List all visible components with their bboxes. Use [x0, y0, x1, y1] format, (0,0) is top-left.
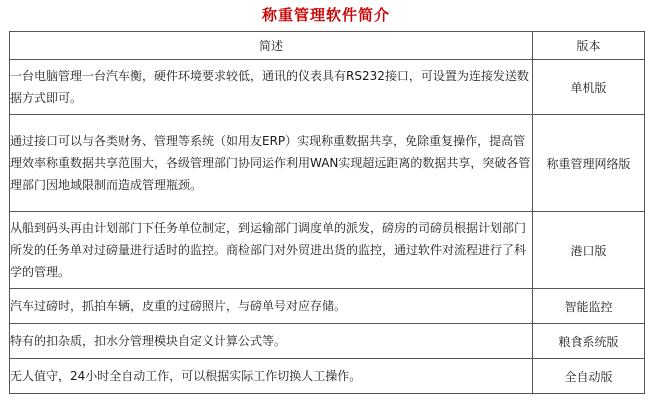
table-header-row [10, 32, 645, 60]
row-version: 港口版 [533, 212, 645, 289]
row-description: 无人值守，24小时全自动工作，可以根据实际工作切换人工操作。 [10, 359, 533, 394]
table-row [10, 115, 645, 212]
row-description: 从船到码头再由计划部门下任务单位制定，到运输部门调度单的派发，磅房的司磅员根据计划部门所发的任务单对过磅量进行适时的监控。商检部门对外贸进出货的监控，通过软件对流程进行了科学的管理。 [10, 212, 533, 289]
header-version: 版本 [533, 32, 645, 60]
row-description: 汽车过磅时，抓拍车辆，皮重的过磅照片，与磅单号对应存储。 [10, 289, 533, 324]
row-version: 智能监控 [533, 289, 645, 324]
row-description: 一台电脑管理一台汽车衡，硬件环境要求较低，通讯的仪表具有RS232接口，可设置为连接发送数据方式即可。 [10, 60, 533, 115]
software-spec-table [9, 31, 645, 394]
header-description: 简述 [10, 32, 533, 60]
table-row [10, 60, 645, 115]
row-version: 粮食系统版 [533, 324, 645, 359]
table-row [10, 212, 645, 289]
row-description: 特有的扣杂质，扣水分管理模块自定义计算公式等。 [10, 324, 533, 359]
document-title: 称重管理软件简介 [261, 6, 390, 24]
table-row [10, 324, 645, 359]
table-row [10, 359, 645, 394]
table-row [10, 289, 645, 324]
row-version: 单机版 [533, 60, 645, 115]
row-version: 全自动版 [533, 359, 645, 394]
row-description: 通过接口可以与各类财务、管理等系统（如用友ERP）实现称重数据共享，免除重复操作，提高管理效率称重数据共享范围大，各级管理部门协同运作利用WAN实现超远距离的数据共享，突破各管理部门因地域限制而造成管理瓶颈。 [10, 115, 533, 212]
row-version: 称重管理网络版 [533, 115, 645, 212]
